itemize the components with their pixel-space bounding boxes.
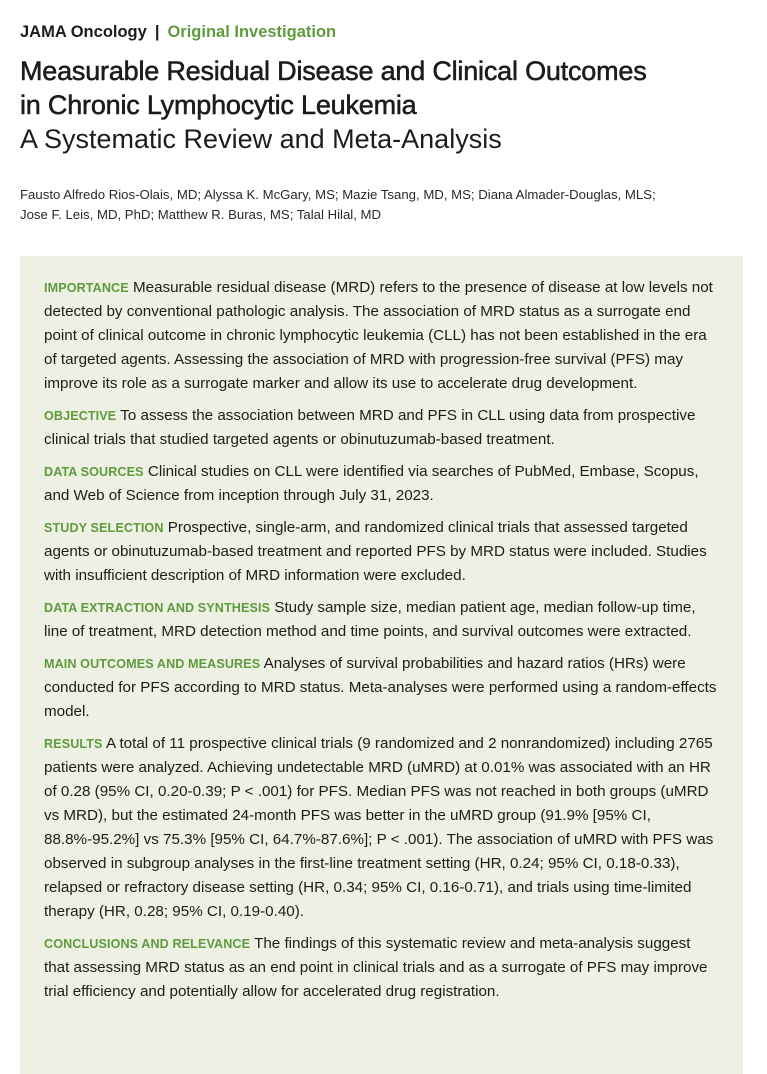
section-heading: IMPORTANCE xyxy=(44,281,129,295)
abstract-objective xyxy=(44,404,719,452)
author-line-2: Jose F. Leis, MD, PhD; Matthew R. Buras, MS; Talal Hilal, MD xyxy=(20,207,382,222)
article-type: Original Investigation xyxy=(167,23,337,41)
section-text: A total of 11 prospective clinical trials (9 randomized and 2 nonrandomized) including 2765 patients were analyzed. Achieving undetectable MRD (uMRD) at 0.01% was associated with an HR of 0.28 (95% CI, 0.20-0.39; P < .001) for PFS. Median PFS was not reached in both groups (uMRD vs MRD), but the estimated 24-month PFS was better in the uMRD group (91.9% [95% CI, 88.8%-95.2%] vs 75.3% [95% CI, 64.7%-87.6%]; P < .001). The association of uMRD with PFS was observed in subgroup analyses in the first-line treatment setting (HR, 0.24; 95% CI, 0.18-0.33), relapsed or refractory disease setting (HR, 0.34; 95% CI, 0.16-0.71), and trials using time-limited therapy (HR, 0.28; 95% CI, 0.19-0.40). xyxy=(44,735,714,920)
journal-header xyxy=(20,21,336,43)
article-title-block xyxy=(20,54,750,156)
article-subtitle: A Systematic Review and Meta-Analysis xyxy=(20,124,502,154)
abstract-conclusions xyxy=(44,932,719,1004)
section-text: Analyses of survival probabilities and hazard ratios (HRs) were conducted for PFS according to MRD status. Meta-analyses were performed using a random-effects model. xyxy=(44,655,717,720)
abstract-data-sources xyxy=(44,460,719,508)
section-heading: OBJECTIVE xyxy=(44,409,117,423)
section-text: Study sample size, median patient age, median follow-up time, line of treatment, MRD detection method and time points, and survival outcomes were extracted. xyxy=(44,599,696,640)
section-text: Prospective, single-arm, and randomized clinical trials that assessed targeted agents or obinutuzumab-based treatment and reported PFS by MRD status were included. Studies with insufficient description of MRD information were excluded. xyxy=(44,519,707,584)
abstract-importance xyxy=(44,276,719,396)
journal-name: JAMA Oncology xyxy=(20,23,147,41)
article-title-line-2: in Chronic Lymphocytic Leukemia xyxy=(20,90,417,120)
abstract-study-selection xyxy=(44,516,719,588)
article-title-line-1: Measurable Residual Disease and Clinical Outcomes xyxy=(20,56,647,86)
section-text: Measurable residual disease (MRD) refers to the presence of disease at low levels not detected by conventional pathologic analysis. The association of MRD status as a surrogate end point of clinical outcome in chronic lymphocytic leukemia (CLL) has not been established in the era of targeted agents. Assessing the association of MRD with progression-free survival (PFS) may improve its role as a surrogate marker and allow its use to accelerate drug development. xyxy=(44,279,713,392)
author-line-1: Fausto Alfredo Rios-Olais, MD; Alyssa K. McGary, MS; Mazie Tsang, MD, MS; Diana Almader-Douglas, MLS; xyxy=(20,187,656,202)
abstract-box xyxy=(20,256,743,1074)
section-text: To assess the association between MRD and PFS in CLL using data from prospective clinical trials that studied targeted agents or obinutuzumab-based treatment. xyxy=(44,407,696,448)
header-separator: | xyxy=(154,23,160,41)
author-list xyxy=(20,185,750,225)
section-heading: DATA SOURCES xyxy=(44,465,144,479)
section-heading: RESULTS xyxy=(44,737,103,751)
section-heading: CONCLUSIONS AND RELEVANCE xyxy=(44,937,251,951)
abstract-data-extraction xyxy=(44,596,719,644)
section-text: Clinical studies on CLL were identified via searches of PubMed, Embase, Scopus, and Web of Science from inception through July 31, 2023. xyxy=(44,463,699,504)
section-text: The findings of this systematic review and meta-analysis suggest that assessing MRD status as an end point in clinical trials and as a surrogate of PFS may improve trial efficiency and potentially allow for accelerated drug registration. xyxy=(44,935,708,1000)
section-heading: DATA EXTRACTION AND SYNTHESIS xyxy=(44,601,271,615)
abstract-main-outcomes xyxy=(44,652,719,724)
abstract-results xyxy=(44,732,719,924)
section-heading: STUDY SELECTION xyxy=(44,521,164,535)
section-heading: MAIN OUTCOMES AND MEASURES xyxy=(44,657,261,671)
